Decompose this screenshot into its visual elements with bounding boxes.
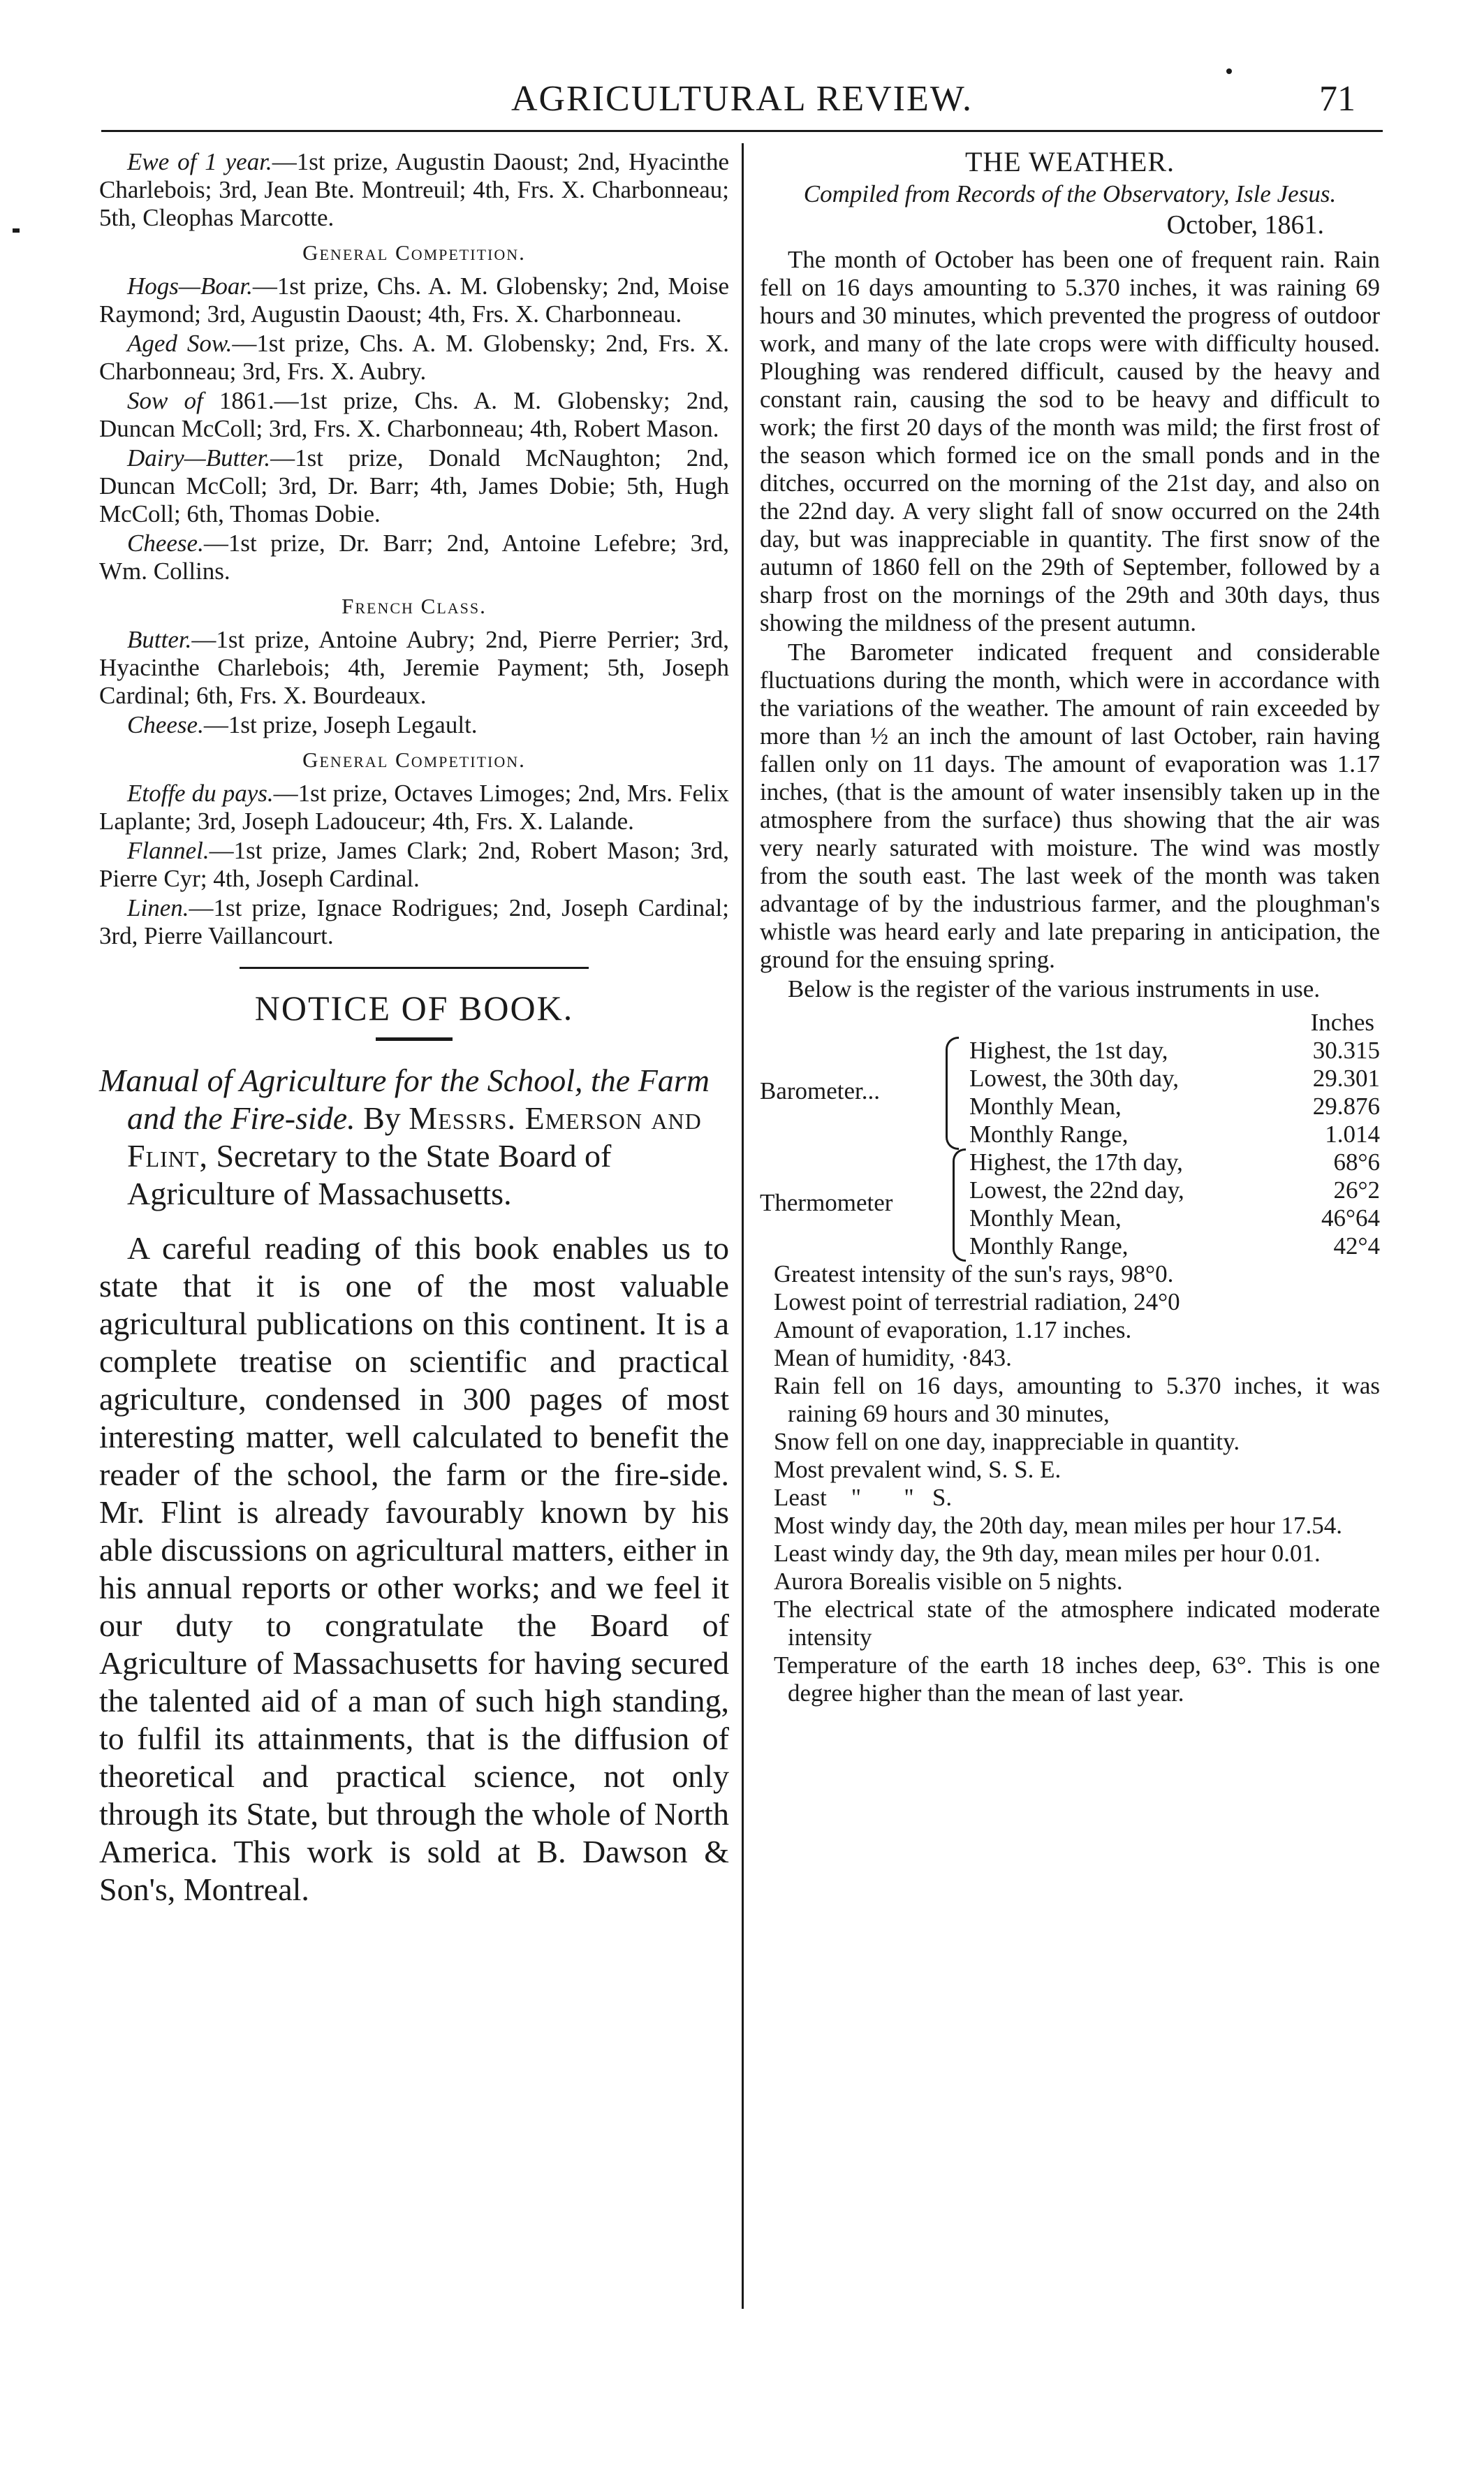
report-date: October, 1861. [1166,210,1324,240]
register-row: Monthly Mean, 46°64 [969,1204,1380,1232]
register-row: Monthly Range, 1.014 [969,1121,1380,1148]
weather-title: THE WEATHER. [964,146,1175,177]
stat-line: Temperature of the earth 18 inches deep, 63°. This is one degree higher than the mean of last year. [774,1651,1380,1707]
notice-title: NOTICE OF BOOK. [254,988,574,1028]
barometer-register [760,1037,1380,1148]
barometer-label: Barometer... [760,1077,881,1104]
prize-entry: Ewe of 1 year.—1st prize, Augustin Daoust; 2nd, Hyacinthe Charlebois; 3rd, Jean Bte. Montreuil; 4th, Frs. X. Charbonneau; 5th, Cleophas Marcotte. [99,148,729,231]
prize-entry: Hogs—Boar.—1st prize, Chs. A. M. Globensky; 2nd, Moise Raymond; 3rd, Augustin Daoust; 4th, Frs. X. Charbonneau. [99,272,729,328]
weather-paragraph: Below is the register of the various instruments in use. [788,975,1321,1002]
stat-line: Least windy day, the 9th day, mean miles per hour 0.01. [774,1540,1321,1567]
stat-line: Greatest intensity of the sun's rays, 98°0. [774,1260,1174,1287]
prize-entry: Cheese.—1st prize, Dr. Barr; 2nd, Antoine Lefebre; 3rd, Wm. Collins. [99,530,729,585]
register-row: Lowest, the 22nd day, 26°2 [969,1176,1380,1204]
column-divider [742,143,744,2309]
weather-paragraph: The Barometer indicated frequent and considerable fluctuations during the month, which were in accordance with the variations of the weather. The amount of rain exceeded by more than ½ an inch the amount of last October, rain having fallen only on 11 days. The amount of evaporation was 1.17 inches, (that is the amount of water insensibly taken up in the atmosphere from the surface) thus showing that the air was very nearly saturated with moisture. The wind was mostly from the south east. The last week of the month was taken advantage of by the industrious farmer, and the ploughman's whistle was heard early and late preparing in anticipation, the ground for the ensuing spring. [760,639,1380,973]
right-column [760,148,1380,1707]
stat-line: Lowest point of terrestrial radiation, 24°0 [774,1288,1180,1315]
stat-line: Most windy day, the 20th day, mean miles per hour 17.54. [774,1512,1342,1539]
prize-entry: Butter.—1st prize, Antoine Aubry; 2nd, Pierre Perrier; 3rd, Hyacinthe Charlebois; 4th, Jeremie Payment; 5th, Joseph Cardinal; 6th, Frs. X. Bourdeaux. [99,626,729,709]
book-citation: Manual of Agriculture for the School, the Farm and the Fire-side. By Messrs. Emerson and Flint, Secretary to the State Board of Agriculture of Massachusetts. [99,1063,710,1211]
register-row: Highest, the 1st day, 30.315 [969,1037,1380,1064]
prize-entry: Flannel.—1st prize, James Clark; 2nd, Robert Mason; 3rd, Pierre Cyr; 4th, Joseph Cardinal. [99,837,729,892]
thermometer-rows [969,1148,1380,1260]
brace [946,1037,959,1150]
page-number: 71 [1319,79,1356,119]
prize-entry: Cheese.—1st prize, Joseph Legault. [127,711,478,738]
units-header: Inches [1310,1009,1374,1036]
prize-entry: Sow of 1861.—1st prize, Chs. A. M. Globensky; 2nd, Duncan McColl; 3rd, Frs. X. Charbonneau; 4th, Robert Mason. [99,387,729,442]
book-review: A careful reading of this book enables us to state that it is one of the most valuable agricultural publications on this continent. It is a complete treatise on scientific and practical agriculture, condensed in 300 pages of most interesting matter, well calculated to benefit the reader of the school, the farm or the fire-side. Mr. Flint is already favourably known by his able discussions on agricultural matters, either in his annual reports or other works; and we feel it our duty to congratulate the Board of Agriculture of Massachusetts for having secured the talented aid of a man of such high standing, to fulfil its attainments, that is the diffusion of theoretical and practical science, not only through its State, but through the whole of North America. This work is sold at B. Dawson & Son's, Montreal. [99,1230,729,1907]
weather-subtitle: Compiled from Records of the Observatory, Isle Jesus. [803,180,1337,207]
running-head: AGRICULTURAL REVIEW. [510,79,974,119]
stat-line: Rain fell on 16 days, amounting to 5.370 inches, it was raining 69 hours and 30 minutes, [774,1372,1380,1427]
stat-line: Amount of evaporation, 1.17 inches. [774,1316,1132,1343]
register-row: Lowest, the 30th day, 29.301 [969,1065,1380,1092]
brace [953,1148,966,1262]
left-column [99,148,729,1909]
stat-line: Most prevalent wind, S. S. E. [774,1456,1061,1483]
section-heading: French Class. [341,594,487,618]
stat-line: Snow fell on one day, inappreciable in quantity. [774,1428,1240,1455]
register-row: Highest, the 17th day, 68°6 [969,1148,1380,1176]
register-row: Monthly Range, 42°4 [969,1232,1380,1260]
margin-mark [13,228,20,233]
prize-entry: Etoffe du pays.—1st prize, Octaves Limoges; 2nd, Mrs. Felix Laplante; 3rd, Joseph Ladouceur; 4th, Frs. X. Lalande. [99,780,729,835]
barometer-rows [969,1037,1380,1148]
prize-entry: Aged Sow.—1st prize, Chs. A. M. Globensky; 2nd, Frs. X. Charbonneau; 3rd, Frs. X. Aubry. [99,330,729,385]
section-heading: General Competition. [302,240,526,265]
ink-dot [1226,68,1232,74]
section-heading: General Competition. [302,747,526,772]
thermometer-register [760,1148,1380,1260]
stat-line: Least " " S. [774,1484,953,1511]
stat-line: The electrical state of the atmosphere indicated moderate intensity [774,1596,1380,1651]
prize-entry: Linen.—1st prize, Ignace Rodrigues; 2nd, Joseph Cardinal; 3rd, Pierre Vaillancourt. [99,894,729,949]
thermometer-label: Thermometer [760,1189,893,1216]
section-divider [240,967,589,969]
register-row: Monthly Mean, 29.876 [969,1093,1380,1120]
short-rule [376,1037,453,1041]
stat-line: Mean of humidity, ·843. [774,1344,1012,1371]
header-rule [101,130,1383,132]
stat-line: Aurora Borealis visible on 5 nights. [774,1568,1123,1595]
weather-paragraph: The month of October has been one of frequent rain. Rain fell on 16 days amounting to 5.370 inches, it was raining 69 hours and 30 minutes, which prevented the progress of outdoor work, and many of the late crops were with difficulty housed. Ploughing was rendered difficult, caused by the heavy and constant rain, causing the sod to be heavy and difficult to work; the first 20 days of the month was mild; the first frost of the season which formed ice on the small ponds and in the ditches, occurred on the morning of the 21st day, and also on the 22nd day. A very slight fall of snow occurred on the 24th day, but was inappreciable in quantity. The first snow of the autumn of 1860 fell on the 29th of September, followed by a sharp frost on the mornings of the 29th and 30th days, thus showing the mildness of the present autumn. [760,246,1380,636]
prize-entry: Dairy—Butter.—1st prize, Donald McNaughton; 2nd, Duncan McColl; 3rd, Dr. Barr; 4th, James Dobie; 5th, Hugh McColl; 6th, Thomas Dobie. [99,444,729,527]
